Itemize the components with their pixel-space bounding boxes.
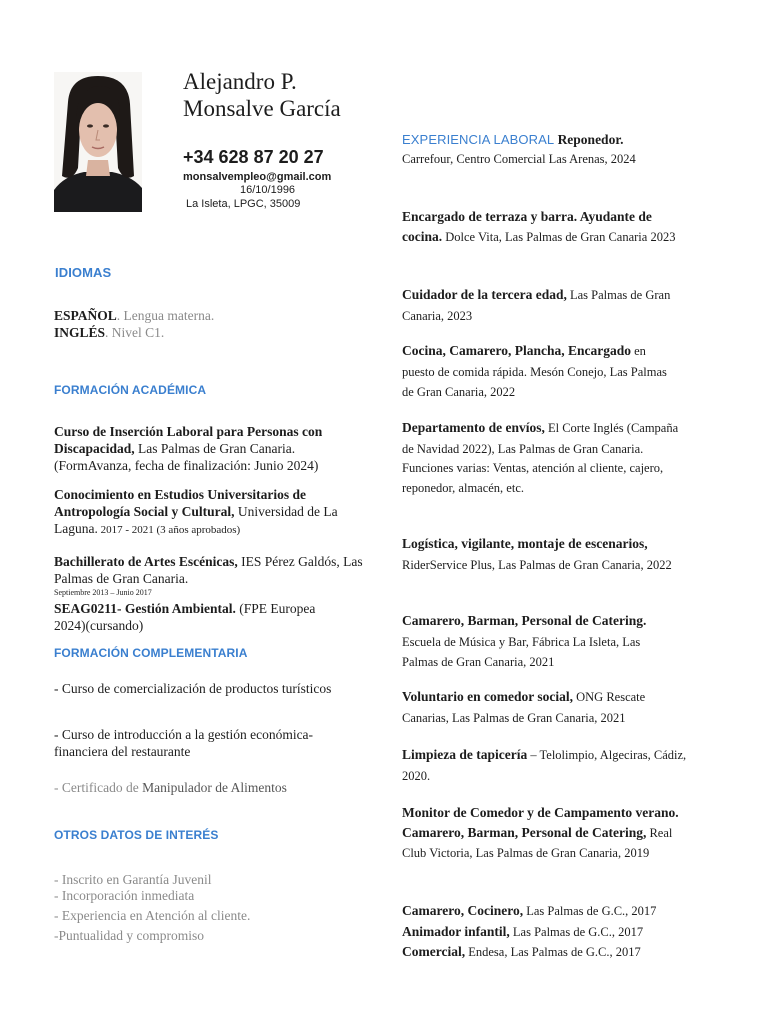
course-dates: Septiembre 2013 – Junio 2017 (54, 588, 152, 597)
complementaria-heading: FORMACIÓN COMPLEMENTARIA (54, 646, 248, 660)
course-dates: 2017 - 2021 (3 años aprobados) (97, 524, 241, 536)
profile-photo (54, 72, 142, 212)
job-title: Voluntario en comedor social, (402, 689, 573, 704)
job-extra: Funciones varias: Ventas, atención al cliente, cajero, reponedor, almacén, etc. (402, 461, 664, 495)
portrait-image (54, 72, 142, 212)
language-level: . Lengua materna. (116, 308, 215, 323)
otros-list (54, 872, 374, 944)
name-line-1: Alejandro P. (183, 69, 297, 94)
phone-number: +34 628 87 20 27 (183, 147, 324, 167)
course-place: IES Pérez Galdós, Las Palmas de Gran Canaria. (54, 554, 363, 586)
course-place: Las Palmas de Gran Canaria. (134, 441, 296, 456)
job-detail: Las Palmas de G.C., 2017 (509, 924, 644, 939)
job-title: Monitor de Comedor y de Campamento verano. Camarero, Barman, Personal de Catering, (402, 805, 679, 840)
job-detail: El Corte Inglés (Campaña de Navidad 2022), Las Palmas de Gran Canaria. (402, 421, 679, 456)
job-detail: Real Club Victoria, Las Palmas de Gran Canaria, 2019 (402, 825, 673, 860)
course-title: Conocimiento en Estudios Universitarios de Antropología Social y Cultural, (54, 487, 307, 519)
job-list-2017 (402, 901, 702, 963)
otros-heading: OTROS DATOS DE INTERÉS (54, 828, 219, 842)
name-block (183, 68, 341, 122)
job-detail: ONG Rescate Canarias, Las Palmas de Gran Canaria, 2021 (402, 690, 646, 725)
idiomas-heading: IDIOMAS (55, 265, 112, 280)
language-item (54, 307, 374, 324)
language-level: . Nivel C1. (105, 325, 165, 340)
job-4 (402, 341, 672, 403)
job-3 (402, 285, 682, 326)
job-title: Reponedor. (554, 132, 624, 147)
job-detail: Endesa, Las Palmas de G.C., 2017 (465, 945, 641, 959)
formacion-item-4 (54, 600, 344, 634)
job-title: Animador infantil, (402, 923, 510, 939)
complementaria-item-3 (54, 779, 374, 796)
job-10 (402, 803, 687, 864)
course-extra: (FormAvanza, fecha de finalización: Junio 2024) (54, 458, 319, 473)
job-title: Camarero, Cocinero, (402, 903, 524, 918)
email-address: monsalvempleo@gmail.com (183, 171, 332, 183)
job-detail: Las Palmas de Gran Canaria, 2023 (402, 288, 671, 323)
job-detail: Las Palmas de G.C., 2017 (523, 904, 657, 918)
job-title: Limpieza de tapicería (402, 747, 528, 762)
job-detail: – Telolimpio, Algeciras, Cádiz, 2020. (402, 748, 687, 783)
complementaria-item-1: - Curso de comercialización de productos turísticos (54, 681, 332, 696)
job-detail: en puesto de comida rápida. Mesón Conejo, Las Palmas de Gran Canaria, 2022 (402, 344, 667, 399)
job-detail: RiderService Plus, Las Palmas de Gran Canaria, 2022 (402, 557, 672, 572)
otros-item: - Experiencia en Atención al cliente. (54, 908, 251, 923)
formacion-heading: FORMACIÓN ACADÉMICA (54, 383, 207, 397)
job-detail: Dolce Vita, Las Palmas de Gran Canaria 2023 (442, 229, 676, 244)
experiencia-heading: EXPERIENCIA LABORAL (402, 132, 555, 147)
certificate-name: Manipulador de Alimentos (142, 780, 287, 795)
formacion-item-1 (54, 423, 374, 474)
course-title: Bachillerato de Artes Escénicas, (54, 554, 238, 569)
job-9 (402, 745, 687, 786)
job-title: Comercial, (402, 944, 466, 959)
language-item (54, 324, 374, 341)
course-title: SEAG0211- Gestión Ambiental. (54, 601, 236, 616)
birthdate: 16/10/1996 (240, 184, 296, 196)
otros-item: - Inscrito en Garantía Juvenil (54, 872, 212, 887)
job-5 (402, 418, 687, 498)
job-13 (402, 942, 702, 963)
course-title: Curso de Inserción Laboral para Personas con Discapacidad, (54, 424, 323, 456)
job-detail: Carrefour, Centro Comercial Las Arenas, 2024 (402, 151, 636, 166)
job-12 (402, 922, 702, 943)
job-title: Logística, vigilante, montaje de escenarios, (402, 536, 648, 551)
job-1 (402, 130, 692, 169)
complementaria-item-2: - Curso de introducción a la gestión económica-financiera del restaurante (54, 727, 314, 759)
formacion-item-2 (54, 486, 374, 539)
otros-item: -Puntualidad y compromiso (54, 928, 204, 943)
language-name: ESPAÑOL (54, 308, 117, 323)
job-title: Encargado de terraza y barra. Ayudante de cocina. (402, 209, 652, 244)
language-name: INGLÉS (54, 325, 106, 340)
job-title: Departamento de envíos, (402, 420, 545, 435)
idiomas-list (54, 307, 374, 341)
otros-item: - Incorporación inmediata (54, 888, 195, 903)
job-title: Cuidador de la tercera edad, (402, 287, 567, 302)
course-place: (FPE Europea 2024)(cursando) (54, 601, 316, 633)
job-title: Camarero, Barman, Personal de Catering. (402, 613, 647, 628)
course-place: Universidad de La Laguna. (54, 504, 338, 536)
job-7 (402, 611, 677, 673)
certificate-prefix: - Certificado de (54, 780, 143, 795)
job-11 (402, 901, 702, 922)
job-detail: Escuela de Música y Bar, Fábrica La Isleta, Las Palmas de Gran Canaria, 2021 (402, 634, 641, 669)
name-line-2: Monsalve García (183, 96, 341, 121)
job-title: Cocina, Camarero, Plancha, Encargado (402, 343, 631, 358)
job-8 (402, 687, 682, 728)
address: La Isleta, LPGC, 35009 (186, 198, 301, 210)
job-2 (402, 207, 692, 247)
job-6 (402, 534, 692, 575)
formacion-item-3 (54, 553, 374, 598)
